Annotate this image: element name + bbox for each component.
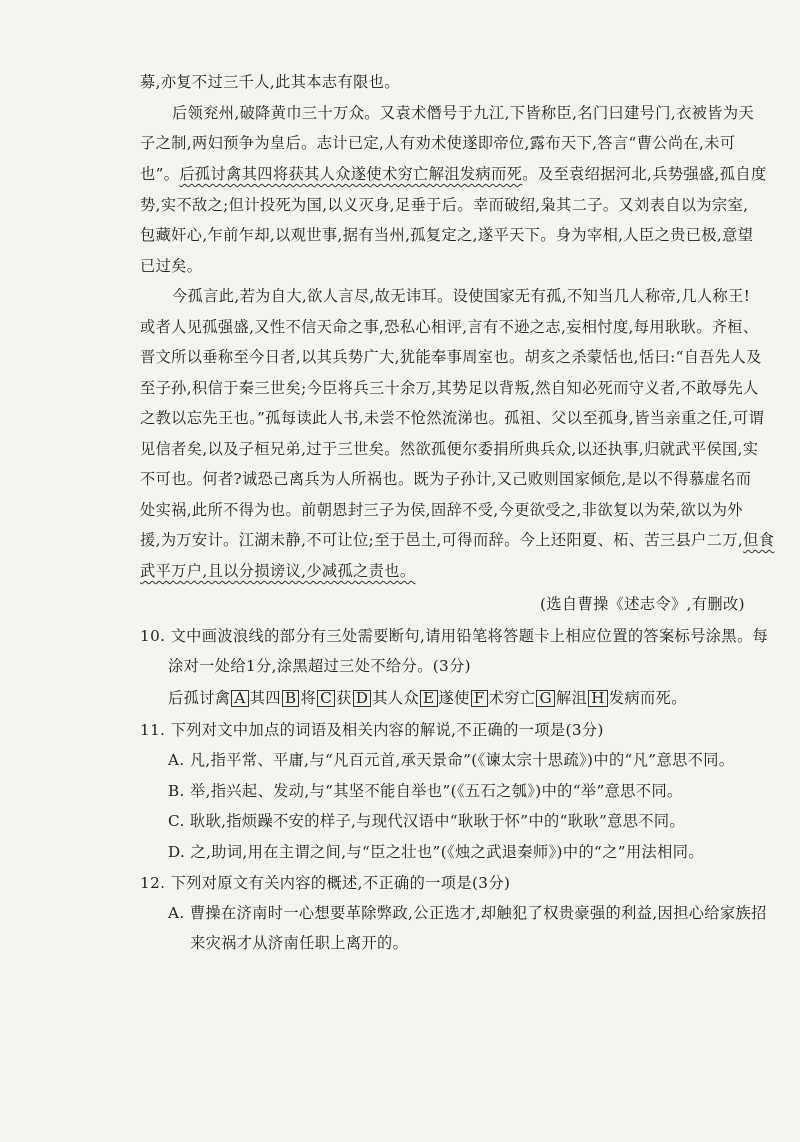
question-10-stem: 涂对一处给1分,涂黑超过三处不给分。(3分) xyxy=(168,657,471,675)
question-11-option-d[interactable]: D. 之,助词,用在主谓之间,与“臣之壮也”(《烛之武退秦师》)中的“之”用法相同。 xyxy=(168,843,704,861)
source-citation: (选自曹操《述志令》,有删改) xyxy=(540,595,745,613)
answer-box-h[interactable]: H xyxy=(588,690,608,707)
passage-line: 已过矣。 xyxy=(140,257,203,275)
passage-line: 至子孙,积信于秦三世矣;今臣将兵三十余万,其势足以背叛,然自知必死而守义者,不敢辱先人 xyxy=(140,379,759,397)
passage-line: 后领兖州,破降黄巾三十万众。又袁术僭号于九江,下皆称臣,名门曰建号门,衣被皆为天 xyxy=(172,104,755,122)
wavy-underlined-text: 但食 xyxy=(743,531,775,549)
sentence-fragment: 将 xyxy=(300,689,317,707)
wavy-underlined-text: 武平万户,且以分损谤议,少减孤之责也。 xyxy=(140,562,416,580)
question-12-option-a[interactable]: A. 曹操在济南时一心想要革除弊政,公正选才,却触犯了权贵豪强的利益,因担心给家族招 xyxy=(168,904,767,922)
sentence-fragment: 遂使 xyxy=(438,689,470,707)
answer-box-d[interactable]: D xyxy=(353,690,372,707)
answer-box-c[interactable]: C xyxy=(317,690,335,707)
sentence-fragment: 获 xyxy=(336,689,352,707)
passage-line: 处实祸,此所不得为也。前朝恩封三子为侯,固辞不受,今更欲受之,非欲复以为荣,欲以为外 xyxy=(140,501,743,519)
passage-line: 或者人见孤强盛,又性不信天命之事,恐私心相评,言有不逊之志,妄相忖度,每用耿耿。齐桓、 xyxy=(140,318,759,336)
answer-box-b[interactable]: B xyxy=(282,690,300,707)
sentence-fragment: 发病而死。 xyxy=(608,689,687,707)
passage-line-wavy xyxy=(140,164,767,184)
question-11-option-c[interactable]: C. 耿耿,指烦躁不安的样子,与现代汉语中“耿耿于怀”中的“耿耿”意思不同。 xyxy=(168,812,686,830)
passage-line-wavy xyxy=(140,530,774,550)
passage-line: 之教以忘先王也。”孤每读此人书,未尝不怆然流涕也。孤祖、父以至孤身,皆当亲重之任,可谓 xyxy=(140,409,765,427)
wavy-underlined-sentence: 后孤讨禽其四将获其人众遂使术穷亡解沮发病而死 xyxy=(179,165,523,183)
sentence-fragment: 其四 xyxy=(249,689,281,707)
passage-line: 见信者矣,以及子桓兄弟,过于三世矣。然欲孤便尔委捐所典兵众,以还执事,归就武平侯国,实 xyxy=(140,440,759,458)
question-10-sentence xyxy=(168,688,687,708)
answer-box-e[interactable]: E xyxy=(420,690,438,707)
passage-line: 不可也。何者?诚恐己离兵为人所祸也。既为子孙计,又己败则国家倾危,是以不得慕虚名而 xyxy=(140,470,752,488)
passage-line: 募,亦复不过三千人,此其本志有限也。 xyxy=(140,73,400,91)
passage-text: 。及至袁绍据河北,兵势强盛,孤自度 xyxy=(522,165,767,183)
passage-text: 也”。 xyxy=(140,165,180,183)
passage-line: 今孤言此,若为自大,欲人言尽,故无讳耳。设使国家无有孤,不知当几人称帝,几人称王! xyxy=(172,287,751,305)
sentence-fragment: 术穷亡 xyxy=(488,689,536,707)
passage-line: 包藏奸心,乍前乍却,以观世事,据有当州,孤复定之,遂平天下。身为宰相,人臣之贵已极,意望 xyxy=(140,226,754,244)
question-11-stem: 11. 下列对文中加点的词语及相关内容的解说,不正确的一项是(3分) xyxy=(140,721,604,739)
question-11-option-a[interactable]: A. 凡,指平常、平庸,与“凡百元首,承天景命”(《谏太宗十思疏》)中的“凡”意思不同。 xyxy=(168,751,735,769)
passage-line: 子之制,两妇预争为皇后。志计已定,人有劝术使遂即帝位,露布天下,答言“曹公尚在,未可 xyxy=(140,134,736,152)
passage-line: 晋文所以垂称至今日者,以其兵势广大,犹能奉事周室也。胡亥之杀蒙恬也,恬曰:“自吾先人及 xyxy=(140,348,762,366)
answer-box-a[interactable]: A xyxy=(231,690,248,707)
question-12-stem: 12. 下列对原文有关内容的概述,不正确的一项是(3分) xyxy=(140,874,511,892)
passage-line-wavy xyxy=(140,561,415,581)
answer-box-f[interactable]: F xyxy=(471,690,488,707)
question-11-option-b[interactable]: B. 举,指兴起、发动,与“其坚不能自举也”(《五石之瓠》)中的“举”意思不同。 xyxy=(168,782,683,800)
question-10-stem: 10. 文中画波浪线的部分有三处需要断句,请用铅笔将答题卡上相应位置的答案标号涂黑。每 xyxy=(140,627,769,645)
passage-line: 势,实不敌之;但计投死为国,以义灭身,足垂于后。幸而破绍,枭其二子。又刘表自以为宗室, xyxy=(140,196,749,214)
sentence-fragment: 后孤讨禽 xyxy=(168,689,231,707)
question-12-option-a-cont: 来灾祸才从济南任职上离开的。 xyxy=(190,934,409,952)
passage-text: 援,为万安计。江湖未静,不可让位;至于邑土,可得而辞。今上还阳夏、柘、苦三县户二万, xyxy=(140,531,744,549)
sentence-fragment: 其人众 xyxy=(372,689,420,707)
sentence-fragment: 解沮 xyxy=(556,689,588,707)
answer-box-g[interactable]: G xyxy=(536,690,555,707)
